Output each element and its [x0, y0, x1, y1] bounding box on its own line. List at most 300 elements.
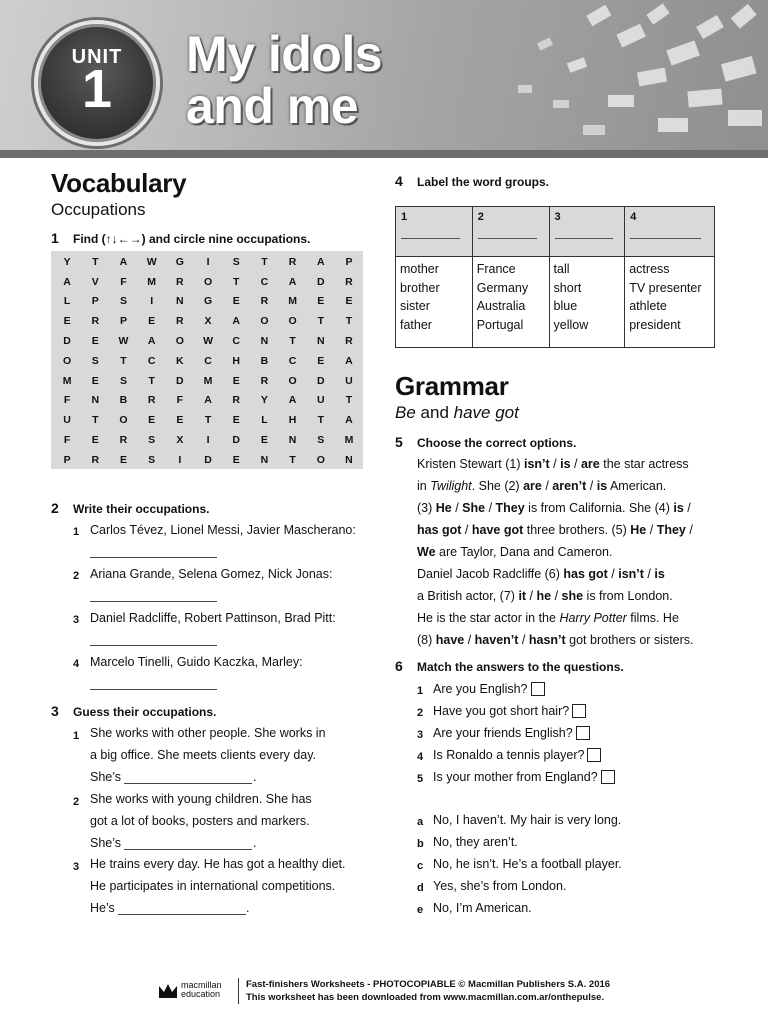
ex3-answer-line[interactable]	[118, 914, 246, 915]
option[interactable]: have	[435, 633, 465, 647]
text: /	[461, 523, 472, 537]
word-search-letter[interactable]: W	[118, 335, 129, 348]
ex5-line-2	[417, 479, 666, 493]
ex5-line-4	[417, 523, 693, 537]
word-search-letter[interactable]: N	[260, 335, 269, 348]
word-search-letter[interactable]: S	[148, 453, 156, 466]
word-search-letter[interactable]: A	[345, 354, 353, 367]
word-search-letter[interactable]: K	[176, 354, 184, 367]
word-search-letter[interactable]: C	[232, 335, 241, 348]
word-search-row	[53, 450, 363, 470]
word-search-letter[interactable]: G	[203, 295, 213, 308]
question-text: Is Ronaldo a tennis player?	[433, 748, 585, 762]
macmillan-logo	[158, 980, 222, 1000]
ex2-answer-line[interactable]	[90, 601, 217, 602]
ex2-item-text: Daniel Radcliffe, Robert Pattinson, Brad Pitt:	[90, 611, 336, 625]
answer-text: No, I’m American.	[433, 901, 532, 915]
word-search-letter[interactable]: L	[261, 414, 268, 427]
word-search-letter[interactable]: X	[176, 434, 184, 447]
column-number: 2	[477, 211, 484, 223]
word: Germany	[476, 280, 529, 295]
word-search-letter[interactable]: F	[176, 394, 184, 407]
word-search-letter[interactable]: F	[120, 275, 127, 288]
question	[433, 682, 545, 696]
word-search-letter[interactable]: D	[204, 453, 212, 466]
answer-letter: b	[417, 838, 424, 850]
ex3-answer-line[interactable]	[124, 849, 252, 850]
exercise-1-instruction: Find (↑↓←→) and circle nine occupations.	[73, 232, 311, 246]
vocabulary-heading: Vocabulary	[51, 168, 187, 198]
word-search-letter[interactable]: I	[150, 295, 154, 308]
option[interactable]: We	[417, 545, 436, 559]
word-search-letter[interactable]: W	[146, 255, 157, 268]
answer-letter: a	[417, 816, 424, 828]
ex3-item-number: 1	[73, 730, 80, 742]
word-search-letter[interactable]: U	[345, 374, 353, 387]
text: got brothers or sisters.	[565, 633, 694, 647]
answer-letter: c	[417, 860, 424, 872]
answer-checkbox[interactable]	[576, 726, 590, 740]
word-search-letter[interactable]: E	[91, 374, 99, 387]
word-search-row	[53, 410, 363, 430]
ex3-item-line: He trains every day. He has got a healthy diet.	[90, 857, 346, 871]
text: /	[551, 589, 562, 603]
word-search-letter[interactable]: D	[316, 275, 325, 288]
word-search-letter[interactable]: E	[232, 414, 240, 427]
word-search-letter[interactable]: O	[63, 354, 72, 367]
word-search-row	[53, 292, 363, 312]
question-text: Have you got short hair?	[433, 704, 570, 718]
word-search-letter[interactable]: F	[63, 394, 71, 407]
word-search-letter[interactable]: R	[176, 315, 184, 328]
word-search-letter[interactable]: O	[288, 374, 297, 387]
word-search-letter[interactable]: R	[345, 275, 353, 288]
word-search-letter[interactable]: T	[345, 394, 353, 407]
exercise-1-number: 1	[51, 230, 59, 246]
word-search-letter[interactable]: B	[119, 394, 128, 407]
word-search-row	[53, 331, 363, 351]
word-search-grid	[51, 251, 363, 469]
exercise-5-number: 5	[395, 434, 403, 450]
text: /	[685, 523, 693, 537]
text: /	[607, 567, 619, 581]
option[interactable]: isn’t	[523, 457, 550, 471]
word-search-letter[interactable]: O	[119, 414, 128, 427]
text: /	[518, 633, 529, 647]
answer-checkbox[interactable]	[531, 682, 545, 696]
option[interactable]: She	[462, 501, 486, 515]
word-search-letter[interactable]: N	[316, 335, 325, 348]
ex5-line-1	[417, 457, 689, 471]
ex2-answer-line[interactable]	[90, 557, 217, 558]
word-search-letter[interactable]: T	[148, 374, 155, 387]
column-label-line[interactable]	[401, 238, 460, 239]
unit-number: 1	[81, 59, 113, 119]
option[interactable]: isn’t	[618, 567, 644, 581]
grammar-subheading	[395, 403, 519, 423]
ex5-line-6	[417, 567, 665, 581]
word-search-letter[interactable]: S	[148, 434, 156, 447]
question	[433, 726, 590, 740]
word-groups-table	[395, 206, 715, 348]
word-search-letter[interactable]: A	[147, 335, 156, 348]
option[interactable]: is	[596, 479, 608, 493]
footer-line-1: Fast-finishers Worksheets - PHOTOCOPIABLE © Macmillan Publishers S.A. 2016	[246, 979, 611, 990]
footer-line-2: This worksheet has been downloaded from www.macmillan.com.ar/onthepulse.	[246, 992, 605, 1003]
exercise-5-instruction: Choose the correct options.	[417, 436, 577, 450]
text: /	[643, 567, 655, 581]
word-group-cell	[472, 257, 549, 348]
subheading-be: Be	[395, 403, 416, 422]
ex3-item-prefix: He’s	[90, 901, 115, 915]
text: Kristen Stewart (1)	[417, 457, 524, 471]
option[interactable]: he	[536, 589, 552, 603]
word-search-letter[interactable]: A	[119, 255, 128, 268]
word-search-letter[interactable]: E	[148, 315, 156, 328]
option[interactable]: They	[656, 523, 686, 537]
word-search-letter[interactable]: C	[260, 275, 269, 288]
ex2-answer-line[interactable]	[90, 645, 217, 646]
word-search-letter[interactable]: S	[119, 374, 127, 387]
column-label-line[interactable]	[630, 238, 701, 239]
word-search-letter[interactable]: A	[204, 394, 212, 407]
ex5-line-7	[417, 589, 673, 603]
word-search-letter[interactable]: X	[204, 315, 212, 328]
word-search-letter[interactable]: R	[91, 453, 100, 466]
word-search-letter[interactable]: M	[147, 275, 157, 288]
word-search-letter[interactable]: L	[63, 295, 71, 308]
logo-line-2: education	[181, 989, 221, 999]
exercise-4-instruction: Label the word groups.	[417, 175, 550, 189]
ex2-item-number: 4	[73, 658, 80, 670]
answer-text: No, they aren’t.	[433, 835, 518, 849]
word-search-row	[53, 371, 363, 391]
word-search-letter[interactable]: Y	[63, 255, 71, 268]
question-text: Is your mother from England?	[433, 770, 598, 784]
word-search-letter[interactable]: M	[62, 374, 72, 387]
word-search-letter[interactable]: T	[233, 275, 240, 288]
word-search-letter[interactable]: R	[260, 295, 269, 308]
option[interactable]: has got	[417, 523, 462, 537]
exercise-4-number: 4	[395, 173, 403, 189]
subheading-have-got: have got	[453, 403, 519, 422]
exercise-2-instruction: Write their occupations.	[73, 502, 210, 516]
word-search-letter[interactable]: E	[317, 354, 325, 367]
question-text: Are you English?	[433, 682, 528, 696]
word-search-letter[interactable]: H	[232, 354, 241, 367]
word-search-letter[interactable]: D	[232, 434, 241, 447]
table-header-cell[interactable]	[625, 207, 715, 257]
option[interactable]: He	[435, 501, 452, 515]
word-search-letter[interactable]: T	[120, 354, 127, 367]
word-search-letter[interactable]: S	[91, 354, 99, 367]
text: /	[485, 501, 496, 515]
word-search-letter[interactable]: R	[232, 394, 241, 407]
word: president	[629, 317, 681, 332]
word-search-letter[interactable]: A	[232, 315, 241, 328]
word-search-letter[interactable]: E	[232, 453, 240, 466]
word-search-letter[interactable]: R	[176, 275, 184, 288]
word-group-cell	[549, 257, 625, 348]
word-search-letter[interactable]: A	[63, 275, 71, 288]
word-search-letter[interactable]: D	[176, 374, 184, 387]
word-search-letter[interactable]: E	[317, 295, 325, 308]
word-search-letter[interactable]: R	[345, 335, 353, 348]
word-search-letter[interactable]: W	[203, 335, 213, 348]
table-header-cell[interactable]	[472, 207, 549, 257]
option[interactable]: has got	[563, 567, 608, 581]
word: sister	[400, 299, 430, 313]
ex3-answer-line[interactable]	[124, 783, 252, 784]
word-search-row	[53, 252, 363, 272]
question	[433, 770, 615, 784]
word-search-letter[interactable]: O	[203, 275, 213, 288]
word-group-cell	[396, 257, 473, 348]
word-search-letter[interactable]: T	[92, 255, 99, 268]
text: /	[526, 589, 537, 603]
column-number: 4	[630, 211, 637, 223]
word: Australia	[476, 299, 526, 313]
word-search-letter[interactable]: R	[147, 394, 156, 407]
word-search-letter[interactable]: E	[345, 295, 353, 308]
vocabulary-subheading: Occupations	[51, 200, 146, 219]
word-search-letter[interactable]: C	[147, 354, 156, 367]
word-search-letter[interactable]: V	[91, 275, 99, 288]
answer-checkbox[interactable]	[587, 748, 601, 762]
question	[433, 704, 586, 718]
ex5-line-5	[417, 545, 612, 559]
exercise-6-instruction: Match the answers to the questions.	[417, 660, 624, 674]
decorative-tiles	[338, 0, 768, 150]
word-search-letter[interactable]: E	[148, 414, 156, 427]
word: yellow	[553, 317, 589, 332]
option[interactable]: are	[523, 479, 542, 493]
text: /	[570, 457, 581, 471]
word-search-letter[interactable]: A	[316, 255, 325, 268]
column-label-line[interactable]	[478, 238, 537, 239]
word: actress	[629, 262, 670, 276]
title-line-1: My idols	[186, 26, 383, 82]
word-search-letter[interactable]: M	[203, 374, 213, 387]
word-search-letter[interactable]: A	[288, 275, 297, 288]
word-search-letter[interactable]: I	[206, 434, 210, 447]
word-search-letter[interactable]: P	[345, 255, 353, 268]
word-search-letter[interactable]: T	[289, 453, 296, 466]
word-search-letter[interactable]: H	[288, 414, 297, 427]
table-header-cell[interactable]	[549, 207, 625, 257]
word: father	[400, 317, 432, 332]
column-label-line[interactable]	[555, 238, 613, 239]
word-search-letter[interactable]: E	[232, 295, 240, 308]
word-search-row	[53, 391, 363, 411]
word-search-letter[interactable]: E	[63, 315, 71, 328]
word-search-letter[interactable]: T	[92, 414, 99, 427]
text: Harry Potter	[559, 611, 627, 625]
answer-letter: d	[417, 882, 424, 894]
text: a British actor, (7)	[417, 589, 519, 603]
text: is from California. She (4)	[524, 501, 674, 515]
word: athlete	[629, 299, 667, 313]
word-search-letter[interactable]: I	[206, 255, 210, 268]
word-search-letter[interactable]: T	[317, 414, 324, 427]
word-search-letter[interactable]: R	[260, 374, 269, 387]
word-search-letter[interactable]: T	[317, 315, 324, 328]
question-number: 3	[417, 729, 424, 741]
text: is from London.	[583, 589, 673, 603]
question	[433, 748, 601, 762]
word-search-letter[interactable]: T	[289, 335, 296, 348]
word-search-letter[interactable]: D	[316, 374, 325, 387]
ex2-item-number: 1	[73, 526, 80, 538]
word-search-letter[interactable]: S	[317, 434, 325, 447]
word: Portugal	[476, 317, 524, 332]
text: films. He	[626, 611, 679, 625]
word-search-letter[interactable]: P	[91, 295, 99, 308]
ex3-item-line: She works with other people. She works in	[90, 726, 326, 740]
option[interactable]: have got	[471, 523, 524, 537]
text: Twilight	[430, 479, 472, 493]
word-search-letter[interactable]: P	[119, 315, 127, 328]
word-search-letter[interactable]: Y	[260, 394, 268, 407]
ex3-item-line: He participates in international competitions.	[90, 879, 336, 893]
option[interactable]: He	[630, 523, 647, 537]
word-search-letter[interactable]: C	[204, 354, 212, 367]
word-search-letter[interactable]: R	[119, 434, 128, 447]
option[interactable]: is	[560, 457, 571, 471]
column-number: 1	[401, 211, 408, 223]
text: /	[464, 633, 475, 647]
word-search-letter[interactable]: E	[176, 414, 184, 427]
word-search-letter[interactable]: N	[345, 453, 353, 466]
ex3-item-end: .	[253, 836, 257, 850]
column-number: 3	[554, 211, 561, 223]
word-search-letter[interactable]: N	[176, 295, 184, 308]
answer-letter: e	[417, 904, 424, 916]
option[interactable]: she	[561, 589, 584, 603]
word-search-letter[interactable]: D	[63, 335, 71, 348]
option[interactable]: hasn’t	[528, 633, 566, 647]
question-number: 2	[417, 707, 424, 719]
word-search-letter[interactable]: T	[345, 315, 353, 328]
word-search-row	[53, 272, 363, 292]
answer-checkbox[interactable]	[601, 770, 615, 784]
word-search-letter[interactable]: U	[63, 414, 71, 427]
question-number: 1	[417, 685, 424, 697]
ex2-item-text: Marcelo Tinelli, Guido Kaczka, Marley:	[90, 655, 303, 669]
word-search-letter[interactable]: N	[260, 453, 269, 466]
option[interactable]: aren’t	[552, 479, 587, 493]
word: blue	[553, 299, 578, 313]
word-search-letter[interactable]: P	[63, 453, 71, 466]
option[interactable]: They	[495, 501, 525, 515]
ex3-item-end: .	[246, 901, 250, 915]
header-strip	[0, 150, 768, 158]
subheading-and: and	[420, 403, 449, 422]
text: the star actress	[599, 457, 689, 471]
ex5-line-9	[417, 633, 694, 647]
word-search-letter[interactable]: A	[288, 394, 297, 407]
footer-text	[246, 978, 610, 1004]
word: short	[553, 280, 582, 295]
word-search-letter[interactable]: S	[119, 295, 127, 308]
word-search-letter[interactable]: T	[204, 414, 212, 427]
word-search-letter[interactable]: O	[288, 315, 297, 328]
word-search-letter[interactable]: O	[316, 453, 325, 466]
answer-text: No, I haven’t. My hair is very long.	[433, 813, 622, 827]
word-search-letter[interactable]: E	[91, 434, 99, 447]
word-search-letter[interactable]: N	[91, 394, 100, 407]
word-search-letter[interactable]: E	[119, 453, 127, 466]
option[interactable]: is	[654, 567, 665, 581]
word-search-letter[interactable]: O	[175, 335, 184, 348]
ex3-item-prefix: She’s	[90, 770, 122, 784]
text: /	[683, 501, 691, 515]
word-search-letter[interactable]: E	[232, 374, 240, 387]
answer-checkbox[interactable]	[572, 704, 586, 718]
word-search-row	[53, 351, 363, 371]
word-search-letter[interactable]: R	[288, 255, 297, 268]
ex3-item-line: a big office. She meets clients every day.	[90, 748, 317, 762]
word: brother	[400, 280, 440, 295]
unit-badge	[34, 20, 160, 146]
ex3-item-number: 3	[73, 861, 80, 873]
word-search-letter[interactable]: F	[63, 434, 71, 447]
word-search-letter[interactable]: E	[91, 335, 99, 348]
word-group-cell	[625, 257, 715, 348]
ex3-item-line: got a lot of books, posters and markers.	[90, 814, 310, 828]
ex5-line-3	[417, 501, 691, 515]
word-search-letter[interactable]: G	[175, 255, 184, 268]
text: . She (2)	[471, 479, 524, 493]
ex2-answer-line[interactable]	[90, 689, 217, 690]
text: (3)	[417, 501, 436, 515]
question-number: 4	[417, 751, 424, 763]
word-search-letter[interactable]: C	[288, 354, 297, 367]
ex2-item-number: 2	[73, 570, 80, 582]
word-search-row	[53, 311, 363, 331]
option[interactable]: haven’t	[474, 633, 519, 647]
text: American.	[607, 479, 667, 493]
word-search-letter[interactable]: U	[316, 394, 325, 407]
word-search-letter[interactable]: B	[260, 354, 269, 367]
option[interactable]: are	[580, 457, 600, 471]
title-line-2: and me	[186, 78, 359, 134]
option[interactable]: it	[518, 589, 527, 603]
ex2-item-text: Carlos Tévez, Lionel Messi, Javier Mascherano:	[90, 523, 356, 537]
word-search-letter[interactable]: S	[232, 255, 240, 268]
text: /	[549, 457, 561, 471]
word-search-letter[interactable]: I	[178, 453, 182, 466]
word-search-letter[interactable]: R	[91, 315, 100, 328]
word-search-letter[interactable]: E	[260, 434, 268, 447]
word-search-letter[interactable]: N	[288, 434, 297, 447]
word-search-letter[interactable]: A	[345, 414, 353, 427]
word-search-letter[interactable]: O	[260, 315, 269, 328]
option[interactable]: is	[673, 501, 684, 515]
text: /	[541, 479, 553, 493]
word-search-letter[interactable]: M	[344, 434, 354, 447]
exercise-3-number: 3	[51, 703, 59, 719]
table-header-cell[interactable]	[396, 207, 473, 257]
question-text: Are your friends English?	[433, 726, 573, 740]
word: TV presenter	[629, 280, 702, 295]
text: are Taylor, Dana and Cameron.	[435, 545, 613, 559]
ex2-item-number: 3	[73, 614, 80, 626]
word-search-letter[interactable]: T	[261, 255, 268, 268]
word-search-letter[interactable]: M	[288, 295, 297, 308]
word: mother	[400, 262, 439, 276]
page-title	[186, 28, 382, 132]
